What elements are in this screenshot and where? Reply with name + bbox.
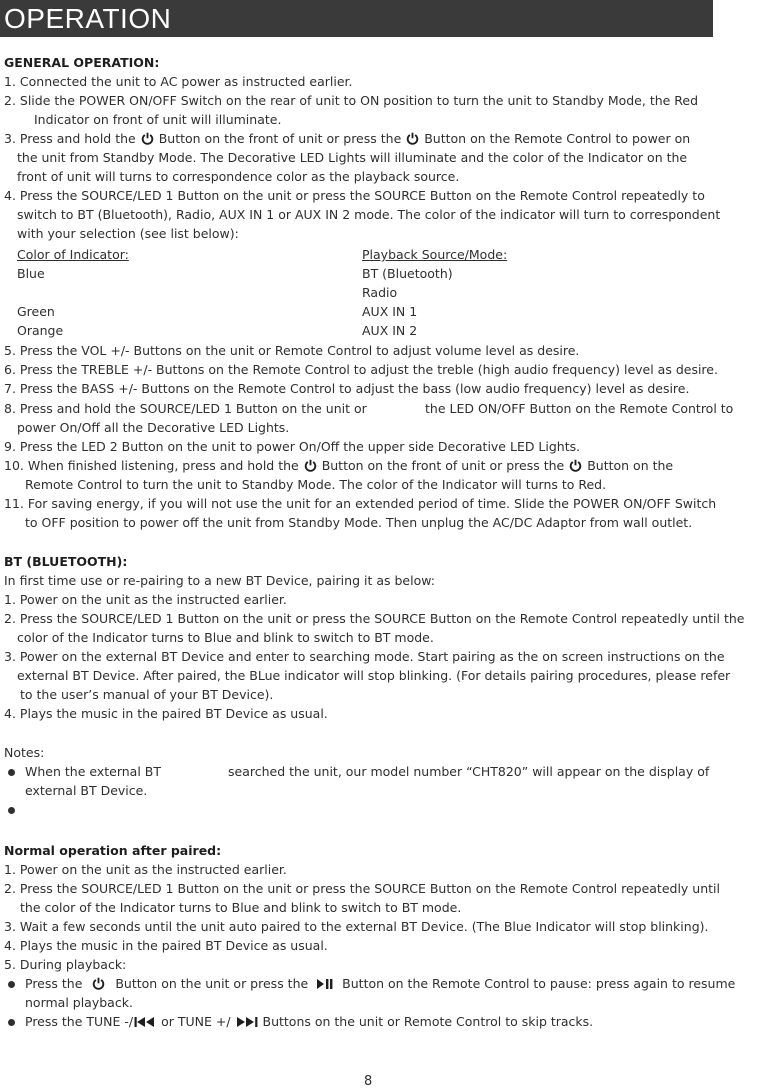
step-10-text-c: Button on the — [587, 458, 674, 473]
bullet — [8, 807, 15, 814]
general-step-2-cont: Indicator on front of unit will illuminate. — [34, 112, 282, 127]
general-step-3-cont-2: front of unit will turns to correspondence color as the playback source. — [17, 169, 460, 184]
normal-step-1: 1. Power on the unit as the instructed earlier. — [4, 862, 287, 877]
normal-step-2-cont: the color of the Indicator turns to Blue and blink to switch to BT mode. — [20, 900, 462, 915]
bullet-1-text-a: Press the — [25, 976, 83, 991]
step-3-text-b: Button on the front of unit or press the — [158, 131, 402, 146]
bt-step-3-cont-2: to the user’s manual of your BT Device). — [20, 687, 274, 702]
bullet — [8, 1019, 15, 1026]
bullet — [8, 769, 15, 776]
normal-step-2: 2. Press the SOURCE/LED 1 Button on the unit or press the SOURCE Button on the Remote Control repeatedly until — [4, 881, 720, 896]
bullet-2-text-a: Press the TUNE -/ — [25, 1014, 134, 1029]
power-icon — [304, 459, 317, 472]
bullet — [8, 981, 15, 988]
bt-step-3-cont-1: external BT Device. After paired, the BLue indicator will stop blinking. (For details pairing procedures, please refer — [17, 668, 731, 683]
bt-step-2-cont: color of the Indicator turns to Blue and blink to switch to BT mode. — [17, 630, 434, 645]
playback-bullet-2 — [25, 1013, 593, 1031]
power-icon — [406, 132, 419, 145]
banner-title: OPERATION — [4, 3, 172, 34]
bt-step-1: 1. Power on the unit as the instructed earlier. — [4, 592, 287, 607]
bt-intro: In first time use or re-pairing to a new BT Device, pairing it as below: — [4, 573, 435, 588]
step-3-text-a: 3. Press and hold the — [4, 131, 136, 146]
playback-mode: AUX IN 1 — [362, 304, 418, 319]
playback-bullet-1-cont: normal playback. — [25, 995, 133, 1010]
bullet-1-text-c: Button on the Remote Control to pause: press again to resume — [342, 976, 736, 991]
general-step-4: 4. Press the SOURCE/LED 1 Button on the unit or press the SOURCE Button on the Remote Control repeatedly to — [4, 188, 705, 203]
step-3-text-c: Button on the Remote Control to power on — [424, 131, 691, 146]
bt-step-4: 4. Plays the music in the paired BT Device as usual. — [4, 706, 328, 721]
general-step-8: 8. Press and hold the SOURCE/LED 1 Button on the unit or — [4, 401, 367, 416]
source-column-header: Playback Source/Mode: — [362, 247, 508, 262]
bullet-2-text-c: Buttons on the unit or Remote Control to skip tracks. — [262, 1014, 594, 1029]
general-step-11-cont: to OFF position to power off the unit from Standby Mode. Then unplug the AC/DC Adaptor from wall outlet. — [25, 515, 693, 530]
bt-step-3: 3. Power on the external BT Device and enter to searching mode. Start pairing as the on screen instructions on the — [4, 649, 725, 664]
bt-step-2: 2. Press the SOURCE/LED 1 Button on the unit or press the SOURCE Button on the Remote Control repeatedly until the — [4, 611, 745, 626]
general-step-1: 1. Connected the unit to AC power as instructed earlier. — [4, 74, 353, 89]
general-step-3-cont-1: the unit from Standby Mode. The Decorative LED Lights will illuminate and the color of the Indicator on the — [17, 150, 688, 165]
note-1: When the external BT — [25, 764, 161, 779]
playback-bullet-1 — [25, 975, 735, 993]
indicator-color: Blue — [17, 266, 45, 281]
note-1-b: searched the unit, our model number “CHT820” will appear on the display of — [228, 764, 710, 779]
bullet-1-text-b: Button on the unit or press the — [115, 976, 309, 991]
power-icon — [569, 459, 582, 472]
page-number: 8 — [364, 1074, 373, 1089]
next-track-icon — [236, 1016, 258, 1028]
normal-step-3: 3. Wait a few seconds until the unit auto paired to the external BT Device. (The Blue Indicator will stop blinking). — [4, 919, 709, 934]
general-step-10-cont: Remote Control to turn the unit to Standby Mode. The color of the Indicator will turns to Red. — [25, 477, 607, 492]
general-step-11: 11. For saving energy, if you will not use the unit for an extended period of time. Slide the POWER ON/OFF Switch — [4, 496, 717, 511]
power-icon — [141, 132, 154, 145]
playback-mode: Radio — [362, 285, 398, 300]
bullet-2-text-b: or TUNE +/ — [161, 1014, 231, 1029]
general-step-6: 6. Press the TREBLE +/- Buttons on the Remote Control to adjust the treble (high audio frequency) level as desire. — [4, 362, 718, 377]
normal-step-5: 5. During playback: — [4, 957, 127, 972]
normal-heading: Normal operation after paired: — [4, 843, 222, 858]
general-step-7: 7. Press the BASS +/- Buttons on the Remote Control to adjust the bass (low audio frequency) level as desire. — [4, 381, 690, 396]
general-step-4-cont-1: switch to BT (Bluetooth), Radio, AUX IN 1 or AUX IN 2 mode. The color of the indicator will turn to correspondent — [17, 207, 721, 222]
step-10-text-b: Button on the front of unit or press the — [321, 458, 565, 473]
general-step-2: 2. Slide the POWER ON/OFF Switch on the rear of unit to ON position to turn the unit to Standby Mode, the Red — [4, 93, 699, 108]
indicator-column-header: Color of Indicator: — [17, 247, 129, 262]
general-heading: GENERAL OPERATION: — [4, 55, 160, 70]
indicator-color: Orange — [17, 323, 64, 338]
note-1-cont: external BT Device. — [25, 783, 148, 798]
playback-mode: BT (Bluetooth) — [362, 266, 453, 281]
section-banner — [0, 0, 713, 37]
bt-heading: BT (BLUETOOTH): — [4, 554, 128, 569]
play-pause-icon — [316, 978, 334, 990]
general-step-4-cont-2: with your selection (see list below): — [17, 226, 239, 241]
general-step-3 — [4, 130, 690, 148]
previous-track-icon — [134, 1016, 156, 1028]
general-step-5: 5. Press the VOL +/- Buttons on the unit or Remote Control to adjust volume level as desire. — [4, 343, 580, 358]
general-step-10 — [4, 457, 673, 475]
general-step-8-b: the LED ON/OFF Button on the Remote Control to — [425, 401, 734, 416]
general-step-8-cont: power On/Off all the Decorative LED Lights. — [17, 420, 290, 435]
notes-label: Notes: — [4, 745, 45, 760]
playback-mode: AUX IN 2 — [362, 323, 418, 338]
general-step-9: 9. Press the LED 2 Button on the unit to power On/Off the upper side Decorative LED Lights. — [4, 439, 581, 454]
step-10-text-a: 10. When finished listening, press and hold the — [4, 458, 299, 473]
power-icon — [92, 977, 105, 990]
indicator-color: Green — [17, 304, 55, 319]
normal-step-4: 4. Plays the music in the paired BT Device as usual. — [4, 938, 328, 953]
